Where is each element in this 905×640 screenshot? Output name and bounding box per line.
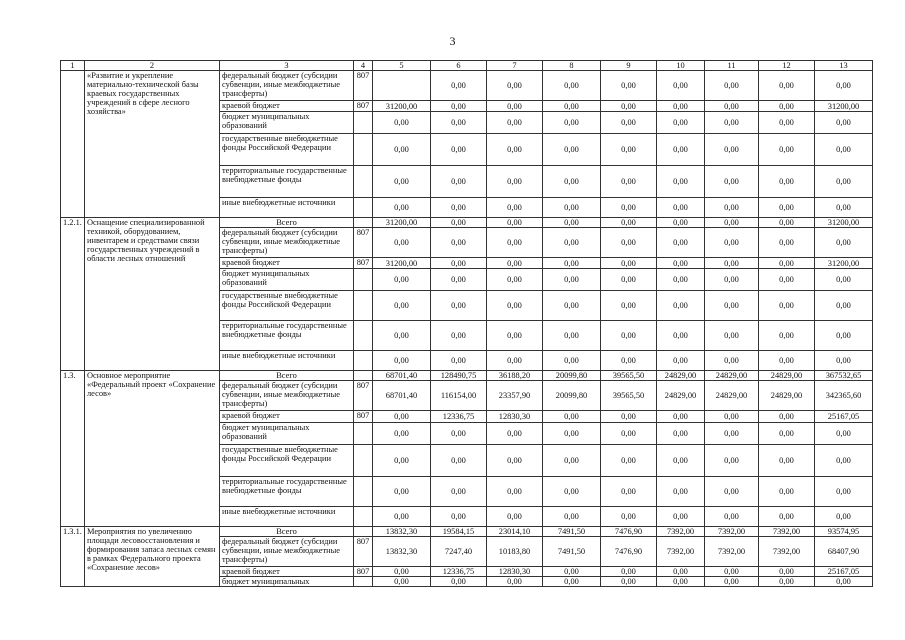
year-value: 116154,00 xyxy=(431,381,487,411)
year-value: 0,00 xyxy=(373,269,431,291)
year-value: 0,00 xyxy=(373,198,431,218)
measure-name: «Развитие и укрепление материально-технической базы краевых государственных учреждений в сфере лесного хозяйства» xyxy=(85,71,220,218)
year-value: 0,00 xyxy=(487,269,543,291)
year-value: 0,00 xyxy=(657,258,705,269)
year-value: 0,00 xyxy=(543,166,601,198)
year-value: 0,00 xyxy=(487,291,543,321)
year-value: 0,00 xyxy=(487,101,543,112)
year-value: 0,00 xyxy=(705,567,759,577)
year-value: 0,00 xyxy=(601,351,657,371)
year-value: 13832,30 xyxy=(373,537,431,567)
year-value: 0,00 xyxy=(657,101,705,112)
year-value: 7392,00 xyxy=(705,537,759,567)
year-value: 0,00 xyxy=(759,567,815,577)
table-row xyxy=(61,527,873,537)
year-value: 0,00 xyxy=(431,269,487,291)
year-value: 12830,30 xyxy=(487,411,543,423)
year-value: 0,00 xyxy=(705,423,759,445)
column-number-row xyxy=(61,61,873,71)
year-value: 0,00 xyxy=(373,112,431,134)
year-value: 7247,40 xyxy=(431,537,487,567)
year-value: 0,00 xyxy=(759,291,815,321)
year-value: 13832,30 xyxy=(373,527,431,537)
year-value: 0,00 xyxy=(431,198,487,218)
funding-source: территориальные государственные внебюджетные фонды xyxy=(220,166,354,198)
year-value: 0,00 xyxy=(487,351,543,371)
year-value: 0,00 xyxy=(601,228,657,258)
funding-source: федеральный бюджет (субсидии субвенции, иные межбюджетные трансферты) xyxy=(220,71,354,101)
budget-table xyxy=(60,60,873,587)
year-value: 0,00 xyxy=(705,258,759,269)
total-value: 25167,05 xyxy=(815,567,873,577)
year-value: 10183,80 xyxy=(487,537,543,567)
year-value: 0,00 xyxy=(543,477,601,507)
year-value: 0,00 xyxy=(705,228,759,258)
table-body xyxy=(61,61,873,587)
year-value: 23357,90 xyxy=(487,381,543,411)
year-value: 39565,50 xyxy=(601,381,657,411)
funding-source: государственные внебюджетные фонды Российской Федерации xyxy=(220,445,354,477)
year-value: 0,00 xyxy=(759,507,815,527)
year-value: 0,00 xyxy=(657,269,705,291)
budget-code xyxy=(354,166,373,198)
year-value: 0,00 xyxy=(373,321,431,351)
year-value: 0,00 xyxy=(601,198,657,218)
column-header: 11 xyxy=(705,61,759,71)
total-value: 93574,95 xyxy=(815,527,873,537)
year-value: 7392,00 xyxy=(705,527,759,537)
year-value: 0,00 xyxy=(373,291,431,321)
total-value: 0,00 xyxy=(815,445,873,477)
year-value: 0,00 xyxy=(601,71,657,101)
year-value: 0,00 xyxy=(601,258,657,269)
year-value: 0,00 xyxy=(759,198,815,218)
year-value: 0,00 xyxy=(705,477,759,507)
year-value: 20099,80 xyxy=(543,371,601,381)
funding-source: территориальные государственные внебюджетные фонды xyxy=(220,321,354,351)
year-value: 0,00 xyxy=(759,423,815,445)
total-value: 342365,60 xyxy=(815,381,873,411)
funding-source: Всего xyxy=(220,527,354,537)
year-value: 0,00 xyxy=(487,445,543,477)
year-value: 0,00 xyxy=(543,321,601,351)
budget-code: 807 xyxy=(354,258,373,269)
funding-source: краевой бюджет xyxy=(220,101,354,112)
year-value: 0,00 xyxy=(487,258,543,269)
year-value: 0,00 xyxy=(759,445,815,477)
year-value: 0,00 xyxy=(487,477,543,507)
year-value: 0,00 xyxy=(543,101,601,112)
year-value: 0,00 xyxy=(759,134,815,166)
funding-source: бюджет муниципальных xyxy=(220,577,354,587)
measure-name: Мероприятия по увеличению площади лесовосстановления и формирования запаса лесных семян в рамках Федерального проекта «Сохранение лесов» xyxy=(85,527,220,587)
year-value: 0,00 xyxy=(543,411,601,423)
year-value: 0,00 xyxy=(487,577,543,587)
year-value: 0,00 xyxy=(543,351,601,371)
total-value: 0,00 xyxy=(815,291,873,321)
budget-code: 807 xyxy=(354,71,373,101)
year-value: 0,00 xyxy=(431,112,487,134)
year-value: 0,00 xyxy=(705,507,759,527)
column-header: 3 xyxy=(220,61,354,71)
year-value: 0,00 xyxy=(373,477,431,507)
budget-code xyxy=(354,577,373,587)
year-value: 0,00 xyxy=(543,445,601,477)
year-value: 31200,00 xyxy=(373,258,431,269)
year-value: 0,00 xyxy=(373,134,431,166)
year-value: 7392,00 xyxy=(759,537,815,567)
year-value: 0,00 xyxy=(373,445,431,477)
year-value: 0,00 xyxy=(601,411,657,423)
year-value: 0,00 xyxy=(431,577,487,587)
year-value: 0,00 xyxy=(543,423,601,445)
year-value: 0,00 xyxy=(657,577,705,587)
year-value: 0,00 xyxy=(705,445,759,477)
budget-code xyxy=(354,198,373,218)
total-value: 0,00 xyxy=(815,423,873,445)
year-value: 31200,00 xyxy=(373,218,431,228)
year-value: 0,00 xyxy=(705,291,759,321)
total-value: 367532,65 xyxy=(815,371,873,381)
item-number: 1.3.1. xyxy=(61,527,85,587)
year-value: 0,00 xyxy=(431,166,487,198)
year-value: 0,00 xyxy=(657,134,705,166)
year-value: 23014,10 xyxy=(487,527,543,537)
year-value: 0,00 xyxy=(543,269,601,291)
year-value: 0,00 xyxy=(487,166,543,198)
year-value: 0,00 xyxy=(657,228,705,258)
budget-code: 807 xyxy=(354,228,373,258)
year-value: 0,00 xyxy=(601,507,657,527)
funding-source: Всего xyxy=(220,371,354,381)
column-header: 9 xyxy=(601,61,657,71)
total-value: 0,00 xyxy=(815,507,873,527)
year-value: 0,00 xyxy=(601,321,657,351)
year-value: 0,00 xyxy=(705,71,759,101)
year-value: 0,00 xyxy=(601,134,657,166)
funding-source: федеральный бюджет (субсидии субвенции, иные межбюджетные трансферты) xyxy=(220,381,354,411)
year-value: 0,00 xyxy=(487,134,543,166)
year-value: 0,00 xyxy=(657,445,705,477)
year-value: 20099,80 xyxy=(543,381,601,411)
item-number: 1.2.1. xyxy=(61,218,85,371)
year-value: 0,00 xyxy=(759,477,815,507)
funding-source: краевой бюджет xyxy=(220,567,354,577)
year-value: 0,00 xyxy=(487,198,543,218)
funding-source: федеральный бюджет (субсидии субвенции, иные межбюджетные трансферты) xyxy=(220,537,354,567)
year-value: 0,00 xyxy=(543,258,601,269)
year-value: 0,00 xyxy=(759,321,815,351)
year-value: 0,00 xyxy=(759,112,815,134)
column-header: 5 xyxy=(373,61,431,71)
table-row xyxy=(61,71,873,101)
year-value: 0,00 xyxy=(705,166,759,198)
year-value: 0,00 xyxy=(543,577,601,587)
year-value: 0,00 xyxy=(759,166,815,198)
year-value: 24829,00 xyxy=(657,371,705,381)
budget-code xyxy=(354,423,373,445)
year-value: 0,00 xyxy=(601,101,657,112)
year-value: 0,00 xyxy=(373,411,431,423)
year-value: 0,00 xyxy=(431,228,487,258)
year-value: 0,00 xyxy=(487,228,543,258)
budget-code xyxy=(354,134,373,166)
year-value: 0,00 xyxy=(373,577,431,587)
budget-code xyxy=(354,371,373,381)
year-value: 36188,20 xyxy=(487,371,543,381)
year-value: 0,00 xyxy=(759,351,815,371)
year-value: 0,00 xyxy=(431,134,487,166)
year-value: 12336,75 xyxy=(431,567,487,577)
page-number: 3 xyxy=(449,34,456,48)
total-value: 0,00 xyxy=(815,477,873,507)
year-value: 0,00 xyxy=(543,218,601,228)
column-header: 8 xyxy=(543,61,601,71)
year-value: 0,00 xyxy=(759,71,815,101)
total-value: 0,00 xyxy=(815,134,873,166)
year-value: 24829,00 xyxy=(705,381,759,411)
year-value: 0,00 xyxy=(543,112,601,134)
year-value: 0,00 xyxy=(373,567,431,577)
column-header: 2 xyxy=(85,61,220,71)
year-value: 7392,00 xyxy=(657,537,705,567)
funding-source: бюджет муниципальных образований xyxy=(220,423,354,445)
year-value: 12830,30 xyxy=(487,567,543,577)
year-value: 24829,00 xyxy=(759,381,815,411)
total-value: 0,00 xyxy=(815,351,873,371)
year-value: 0,00 xyxy=(657,411,705,423)
year-value: 0,00 xyxy=(759,228,815,258)
year-value: 0,00 xyxy=(601,291,657,321)
funding-source: краевой бюджет xyxy=(220,258,354,269)
total-value: 68407,90 xyxy=(815,537,873,567)
column-header: 4 xyxy=(354,61,373,71)
year-value: 24829,00 xyxy=(759,371,815,381)
year-value: 0,00 xyxy=(705,411,759,423)
year-value: 0,00 xyxy=(373,507,431,527)
year-value: 0,00 xyxy=(543,291,601,321)
year-value: 0,00 xyxy=(543,507,601,527)
total-value: 0,00 xyxy=(815,198,873,218)
year-value: 0,00 xyxy=(487,218,543,228)
funding-source: иные внебюджетные источники xyxy=(220,198,354,218)
year-value: 7491,50 xyxy=(543,537,601,567)
year-value: 0,00 xyxy=(373,351,431,371)
year-value: 0,00 xyxy=(601,477,657,507)
year-value: 0,00 xyxy=(705,218,759,228)
funding-source: государственные внебюджетные фонды Российской Федерации xyxy=(220,134,354,166)
budget-code: 807 xyxy=(354,567,373,577)
year-value: 0,00 xyxy=(705,134,759,166)
total-value: 0,00 xyxy=(815,228,873,258)
budget-code xyxy=(354,321,373,351)
year-value: 0,00 xyxy=(543,71,601,101)
total-value: 0,00 xyxy=(815,577,873,587)
year-value: 0,00 xyxy=(705,321,759,351)
year-value: 0,00 xyxy=(657,321,705,351)
column-header: 1 xyxy=(61,61,85,71)
year-value: 0,00 xyxy=(601,112,657,134)
year-value: 68701,40 xyxy=(373,371,431,381)
year-value: 7476,90 xyxy=(601,537,657,567)
funding-source: Всего xyxy=(220,218,354,228)
total-value: 31200,00 xyxy=(815,218,873,228)
item-number: 1.3. xyxy=(61,371,85,527)
year-value: 0,00 xyxy=(431,101,487,112)
column-header: 12 xyxy=(759,61,815,71)
column-header: 10 xyxy=(657,61,705,71)
column-header: 6 xyxy=(431,61,487,71)
year-value: 0,00 xyxy=(759,218,815,228)
year-value: 0,00 xyxy=(759,269,815,291)
year-value: 12336,75 xyxy=(431,411,487,423)
year-value: 0,00 xyxy=(431,321,487,351)
year-value: 128490,75 xyxy=(431,371,487,381)
year-value: 0,00 xyxy=(657,112,705,134)
budget-code xyxy=(354,291,373,321)
year-value: 0,00 xyxy=(373,228,431,258)
year-value: 0,00 xyxy=(705,269,759,291)
budget-code: 807 xyxy=(354,101,373,112)
funding-source: иные внебюджетные источники xyxy=(220,507,354,527)
year-value: 0,00 xyxy=(601,166,657,198)
year-value: 0,00 xyxy=(657,291,705,321)
year-value: 0,00 xyxy=(431,507,487,527)
year-value: 0,00 xyxy=(657,71,705,101)
year-value: 7476,90 xyxy=(601,527,657,537)
year-value: 0,00 xyxy=(601,423,657,445)
year-value: 0,00 xyxy=(543,198,601,218)
budget-code xyxy=(354,218,373,228)
year-value: 39565,50 xyxy=(601,371,657,381)
year-value: 0,00 xyxy=(705,101,759,112)
year-value: 0,00 xyxy=(705,577,759,587)
year-value: 0,00 xyxy=(431,258,487,269)
year-value: 0,00 xyxy=(543,134,601,166)
year-value: 7392,00 xyxy=(759,527,815,537)
table-row xyxy=(61,371,873,381)
year-value: 0,00 xyxy=(431,445,487,477)
year-value: 0,00 xyxy=(657,423,705,445)
year-value: 0,00 xyxy=(705,198,759,218)
budget-code xyxy=(354,527,373,537)
year-value: 0,00 xyxy=(373,166,431,198)
year-value: 0,00 xyxy=(759,577,815,587)
year-value: 0,00 xyxy=(431,291,487,321)
total-value: 0,00 xyxy=(815,71,873,101)
total-value: 31200,00 xyxy=(815,258,873,269)
year-value: 0,00 xyxy=(601,218,657,228)
total-value: 31200,00 xyxy=(815,101,873,112)
year-value: 24829,00 xyxy=(705,371,759,381)
total-value: 0,00 xyxy=(815,321,873,351)
budget-code: 807 xyxy=(354,537,373,567)
year-value: 0,00 xyxy=(601,269,657,291)
year-value: 0,00 xyxy=(431,218,487,228)
funding-source: бюджет муниципальных образований xyxy=(220,112,354,134)
year-value xyxy=(373,71,431,101)
budget-code xyxy=(354,477,373,507)
year-value: 0,00 xyxy=(601,567,657,577)
year-value: 0,00 xyxy=(705,112,759,134)
year-value: 0,00 xyxy=(431,71,487,101)
table-row xyxy=(61,218,873,228)
year-value: 0,00 xyxy=(657,477,705,507)
budget-code xyxy=(354,445,373,477)
budget-code xyxy=(354,507,373,527)
measure-name: Основное мероприятие «Федеральный проект «Сохранение лесов» xyxy=(85,371,220,527)
year-value: 0,00 xyxy=(543,228,601,258)
year-value: 0,00 xyxy=(759,258,815,269)
year-value: 0,00 xyxy=(373,423,431,445)
budget-code xyxy=(354,351,373,371)
funding-source: краевой бюджет xyxy=(220,411,354,423)
year-value: 0,00 xyxy=(601,577,657,587)
funding-source: территориальные государственные внебюджетные фонды xyxy=(220,477,354,507)
year-value: 0,00 xyxy=(759,411,815,423)
total-value: 0,00 xyxy=(815,269,873,291)
year-value: 0,00 xyxy=(657,567,705,577)
funding-source: бюджет муниципальных образований xyxy=(220,269,354,291)
year-value: 0,00 xyxy=(431,351,487,371)
year-value: 31200,00 xyxy=(373,101,431,112)
year-value: 0,00 xyxy=(431,477,487,507)
year-value: 0,00 xyxy=(759,101,815,112)
item-number xyxy=(61,71,85,218)
total-value: 0,00 xyxy=(815,166,873,198)
year-value: 0,00 xyxy=(431,423,487,445)
funding-source: государственные внебюджетные фонды Российской Федерации xyxy=(220,291,354,321)
column-header: 13 xyxy=(815,61,873,71)
year-value: 0,00 xyxy=(705,351,759,371)
year-value: 68701,40 xyxy=(373,381,431,411)
year-value: 0,00 xyxy=(657,218,705,228)
funding-source: федеральный бюджет (субсидии субвенции, иные межбюджетные трансферты) xyxy=(220,228,354,258)
year-value: 0,00 xyxy=(487,112,543,134)
year-value: 0,00 xyxy=(487,423,543,445)
total-value: 0,00 xyxy=(815,112,873,134)
year-value: 0,00 xyxy=(657,507,705,527)
year-value: 19584,15 xyxy=(431,527,487,537)
column-header: 7 xyxy=(487,61,543,71)
year-value: 0,00 xyxy=(487,507,543,527)
budget-code: 807 xyxy=(354,411,373,423)
year-value: 0,00 xyxy=(657,166,705,198)
budget-code: 807 xyxy=(354,381,373,411)
year-value: 0,00 xyxy=(657,351,705,371)
budget-code xyxy=(354,112,373,134)
measure-name: Оснащение специализированной техникой, оборудованием, инвентарем и средствами связи государственных учреждений в области лесных отношений xyxy=(85,218,220,371)
year-value: 0,00 xyxy=(601,445,657,477)
year-value: 0,00 xyxy=(543,567,601,577)
year-value: 0,00 xyxy=(487,321,543,351)
funding-source: иные внебюджетные источники xyxy=(220,351,354,371)
budget-code xyxy=(354,269,373,291)
year-value: 24829,00 xyxy=(657,381,705,411)
year-value: 0,00 xyxy=(657,198,705,218)
year-value: 7392,00 xyxy=(657,527,705,537)
total-value: 25167,05 xyxy=(815,411,873,423)
year-value: 0,00 xyxy=(487,71,543,101)
year-value: 7491,50 xyxy=(543,527,601,537)
